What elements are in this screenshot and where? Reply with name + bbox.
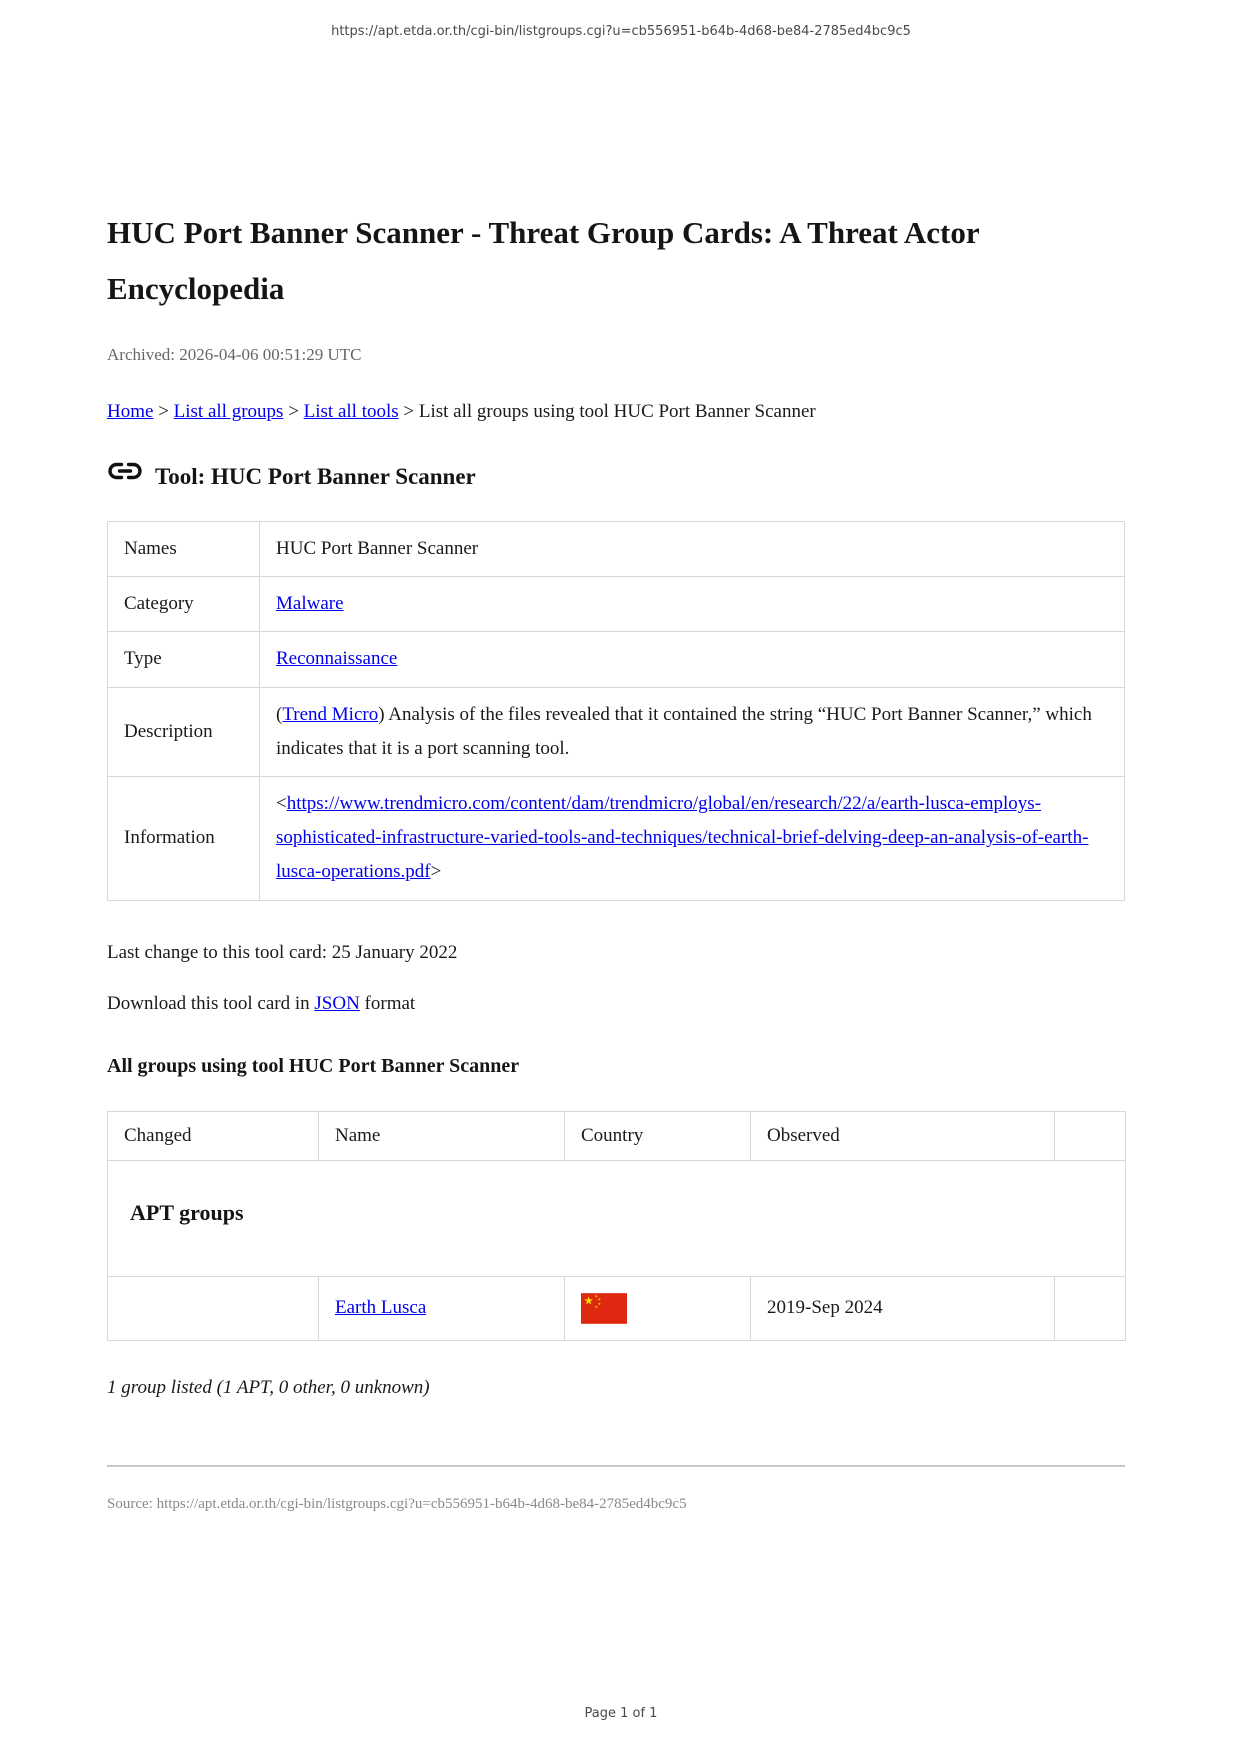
- section-title-apt-groups: APT groups: [130, 1200, 244, 1225]
- table-row-information: [108, 776, 1125, 900]
- china-flag-icon: [581, 1293, 734, 1324]
- description-prefix: (: [276, 703, 283, 725]
- breadcrumb-current: List all groups using tool HUC Port Banner Scanner: [418, 401, 816, 422]
- footer-divider: [107, 1465, 1125, 1467]
- group-link-earth-lusca[interactable]: Earth Lusca: [335, 1297, 427, 1318]
- category-value: [260, 577, 1125, 632]
- description-text: ) Analysis of the files revealed that it contained the string “HUC Port Banner Scanner,” which indicates that it is a port scanning tool.: [276, 703, 1092, 759]
- page-number-indicator: Page 1 of 1: [584, 1706, 658, 1721]
- group-count-note: 1 group listed (1 APT, 0 other, 0 unknown): [107, 1376, 430, 1398]
- breadcrumb-separator: >: [158, 401, 169, 422]
- link-icon[interactable]: [107, 457, 143, 493]
- breadcrumb-link-list-all-tools[interactable]: List all tools: [303, 401, 399, 422]
- information-value: [260, 776, 1125, 900]
- breadcrumb-separator: >: [403, 401, 415, 422]
- column-header-changed: Changed: [108, 1111, 319, 1160]
- download-json-link[interactable]: JSON: [314, 992, 360, 1014]
- column-header-extra: [1055, 1111, 1126, 1160]
- table-row-category: [108, 577, 1125, 632]
- column-header-country: Country: [565, 1111, 751, 1160]
- type-value: [260, 632, 1125, 687]
- group-observed-cell: 2019-Sep 2024: [751, 1276, 1055, 1340]
- tool-heading: [107, 461, 1125, 493]
- table-row-description: [108, 687, 1125, 776]
- page-title: HUC Port Banner Scanner - Threat Group Cards: A Threat Actor Encyclopedia: [107, 215, 980, 306]
- column-header-observed: Observed: [751, 1111, 1055, 1160]
- description-value: [260, 687, 1125, 776]
- breadcrumb-link-list-all-groups[interactable]: List all groups: [173, 401, 284, 422]
- print-header-url: https://apt.etda.or.th/cgi-bin/listgroups.cgi?u=cb556951-b64b-4d68-be84-2785ed4bc9c5: [331, 24, 911, 39]
- group-extra-cell: [1055, 1276, 1126, 1340]
- description-link-trend-micro[interactable]: Trend Micro: [282, 703, 379, 725]
- download-suffix: format: [359, 992, 416, 1014]
- names-label: Names: [108, 522, 260, 577]
- information-prefix: <: [276, 792, 287, 814]
- category-link-malware[interactable]: Malware: [276, 593, 344, 615]
- section-cell: [108, 1160, 1126, 1276]
- source-line: Source: https://apt.etda.or.th/cgi-bin/listgroups.cgi?u=cb556951-b64b-4d68-be84-2785ed4bc9c5: [107, 1495, 687, 1512]
- group-name-cell: [319, 1276, 565, 1340]
- category-label: Category: [108, 577, 260, 632]
- download-prefix: Download this tool card in: [107, 992, 315, 1014]
- group-country-cell: [565, 1276, 751, 1340]
- information-label: Information: [108, 776, 260, 900]
- download-note: [107, 990, 1125, 1017]
- groups-section-row: [108, 1160, 1126, 1276]
- type-link-reconnaissance[interactable]: Reconnaissance: [276, 648, 398, 670]
- names-value: HUC Port Banner Scanner: [260, 522, 1125, 577]
- archived-timestamp: Archived: 2026-04-06 00:51:29 UTC: [107, 345, 362, 364]
- tool-heading-text: Tool: HUC Port Banner Scanner: [155, 464, 476, 489]
- table-row-earth-lusca: [108, 1276, 1126, 1340]
- page-content: [107, 205, 1125, 1515]
- groups-table: [107, 1111, 1126, 1341]
- tool-card-table: [107, 521, 1125, 901]
- group-changed-cell: [108, 1276, 319, 1340]
- breadcrumb-separator: >: [288, 401, 299, 422]
- description-label: Description: [108, 687, 260, 776]
- groups-section-heading: All groups using tool HUC Port Banner Scanner: [107, 1054, 520, 1077]
- breadcrumb-link-home[interactable]: Home: [107, 401, 154, 422]
- information-suffix: >: [430, 861, 442, 883]
- breadcrumb: [107, 398, 1125, 425]
- table-row-names: [108, 522, 1125, 577]
- groups-table-header-row: [108, 1111, 1126, 1160]
- type-label: Type: [108, 632, 260, 687]
- last-change-note: Last change to this tool card: 25 January 2022: [107, 941, 458, 963]
- table-row-type: [108, 632, 1125, 687]
- column-header-name: Name: [319, 1111, 565, 1160]
- information-link-report-pdf[interactable]: https://www.trendmicro.com/content/dam/trendmicro/global/en/research/22/a/earth-lusca-employs-sophisticated-infrastructure-varied-tools-and-techniques/technical-brief-delving-deep-an-analysis-of-earth-lusca-operations.pdf: [276, 792, 1089, 883]
